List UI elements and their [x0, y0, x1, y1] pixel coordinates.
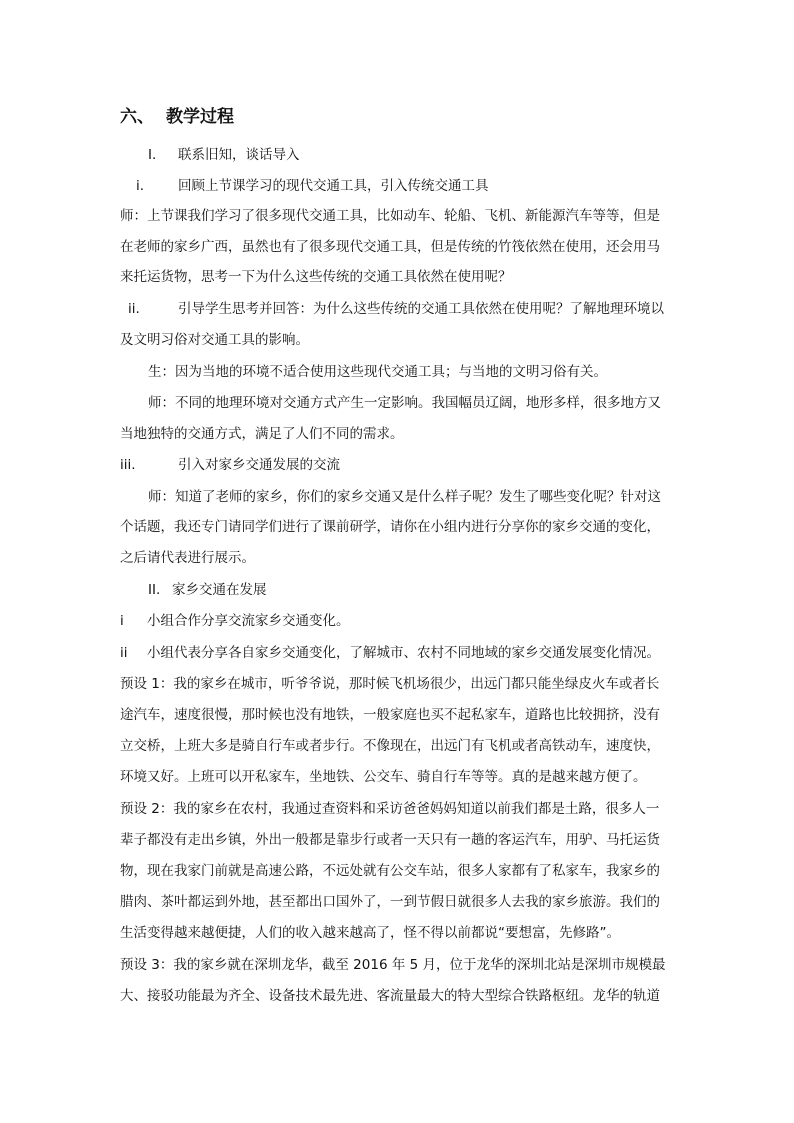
sub2-text: 小组代表分享各自家乡交通变化，了解城市、农村不同地域的家乡交通发展变化情况。 — [147, 645, 660, 661]
teacher3-line-2: 个话题，我还专门请同学们进行了课前研学，请你在小组内进行分享你的家乡交通的变化， — [120, 519, 660, 535]
teacher2-line-1: 师：不同的地理环境对交通方式产生一定影响。我国幅员辽阔，地形多样，很多地方又 — [148, 395, 661, 411]
preset3-line-2: 大、接驳功能最为齐全、设备技术最先进、客流量最大的特大型综合铁路枢纽。龙华的轨道 — [120, 988, 660, 1004]
section-title: 教学过程 — [166, 107, 234, 127]
step1-title: 回顾上节课学习的现代交通工具，引入传统交通工具 — [178, 178, 489, 194]
student-answer: 生：因为当地的环境不适合使用这些现代交通工具；与当地的文明习俗有关。 — [148, 364, 607, 380]
preset1-line-1: 预设 1：我的家乡在城市，听爷爷说，那时候飞机场很少，出远门都只能坐绿皮火车或者长 — [120, 676, 660, 692]
preset2-line-4: 腊肉、茶叶都运到外地，甚至都出口国外了，一到节假日就很多人去我的家乡旅游。我们的 — [120, 894, 660, 910]
teacher1-line-3: 来托运货物，思考一下为什么这些传统的交通工具依然在使用呢？ — [120, 269, 512, 285]
sub1-marker: i — [120, 613, 124, 629]
section-number: 六、 — [120, 107, 154, 127]
teacher3-line-1: 师：知道了老师的家乡，你们的家乡交通又是什么样子呢？发生了哪些变化呢？针对这 — [148, 489, 661, 505]
preset1-line-3: 立交桥，上班大多是骑自行车或者步行。不像现在，出远门有飞机或者高铁动车，速度快， — [120, 738, 660, 754]
step2-line-2: 及文明习俗对交通工具的影响。 — [120, 332, 309, 348]
step3-marker: iii. — [120, 457, 136, 473]
preset3-line-1: 预设 3：我的家乡就在深圳龙华，截至 2016 年 5 月，位于龙华的深圳北站是深圳市规模最 — [120, 957, 666, 973]
teacher1-line-1: 师：上节课我们学习了很多现代交通工具，比如动车、轮船、飞机、新能源汽车等等，但是 — [120, 208, 660, 224]
part2-marker: II. — [148, 582, 161, 598]
preset1-line-2: 途汽车，速度很慢，那时候也没有地铁，一般家庭也买不起私家车，道路也比较拥挤，没有 — [120, 707, 660, 723]
part2-title: 家乡交通在发展 — [172, 582, 267, 598]
teacher2-line-2: 当地独特的交通方式，满足了人们不同的需求。 — [120, 426, 404, 442]
preset2-line-3: 物，现在我家门前就是高速公路，不远处就有公交车站，很多人家都有了私家车，我家乡的 — [120, 863, 660, 879]
step2-line-1: 引导学生思考并回答：为什么这些传统的交通工具依然在使用呢？了解地理环境以 — [178, 301, 664, 317]
sub1-text: 小组合作分享交流家乡交通变化。 — [147, 613, 350, 629]
preset2-line-1: 预设 2：我的家乡在农村，我通过查资料和采访爸爸妈妈知道以前我们都是土路，很多人一 — [120, 801, 660, 817]
part1-title: 联系旧知，谈话导入 — [178, 147, 300, 163]
part1-marker: I. — [148, 147, 157, 163]
teacher1-line-2: 在老师的家乡广西，虽然也有了很多现代交通工具，但是传统的竹筏依然在使用，还会用马 — [120, 239, 660, 255]
step1-marker: i. — [136, 178, 145, 194]
preset2-line-5: 生活变得越来越便捷，人们的收入越来越高了，怪不得以前都说“要想富，先修路”。 — [120, 925, 620, 941]
preset2-line-2: 辈子都没有走出乡镇，外出一般都是靠步行或者一天只有一趟的客运汽车，用驴、马托运货 — [120, 832, 660, 848]
teacher3-line-3: 之后请代表进行展示。 — [120, 550, 255, 566]
sub2-marker: ii — [120, 645, 128, 661]
step2-marker: ii. — [128, 301, 140, 317]
step3-title: 引入对家乡交通发展的交流 — [178, 457, 340, 473]
section-heading — [120, 106, 234, 128]
preset1-line-4: 环境又好。上班可以开私家车，坐地铁、公交车、骑自行车等等。真的是越来越方便了。 — [120, 769, 647, 785]
